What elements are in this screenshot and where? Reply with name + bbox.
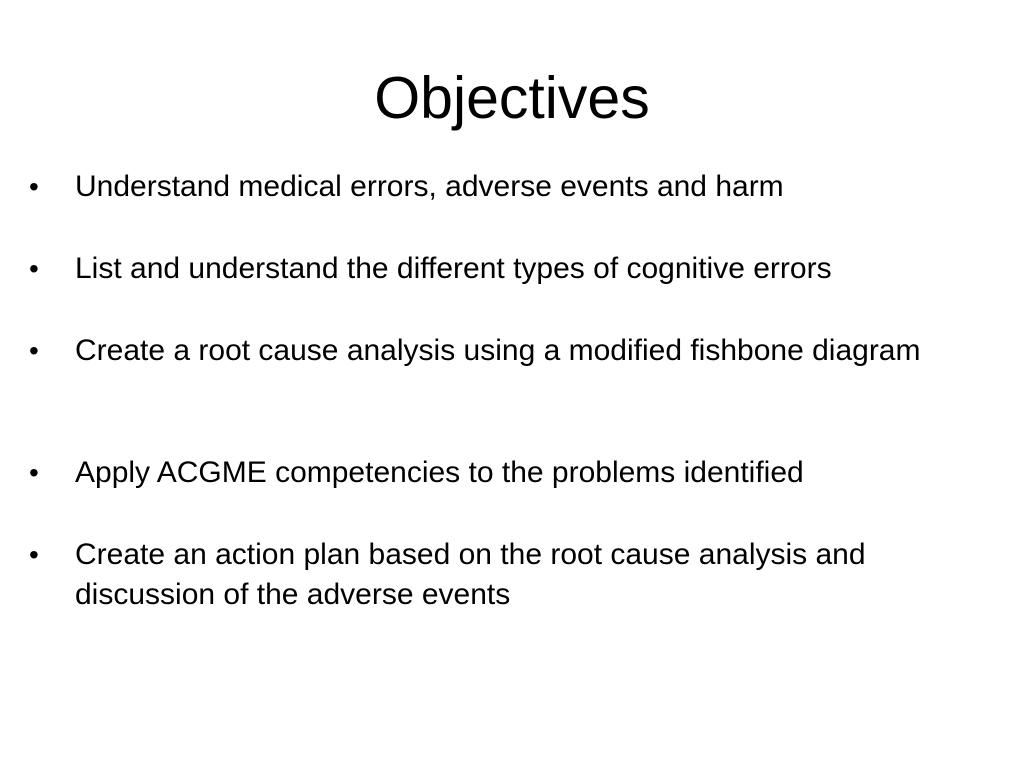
bullet-icon: • <box>29 171 39 202</box>
bullet-icon: • <box>29 253 39 284</box>
bullet-icon: • <box>29 335 39 366</box>
bullet-icon: • <box>29 457 39 488</box>
list-item-text: List and understand the different types of cognitive errors <box>75 252 832 285</box>
list-item-text: Create an action plan based on the root cause analysis and discussion of the adverse events <box>75 538 866 611</box>
bullet-icon: • <box>29 539 39 570</box>
list-item-text: Understand medical errors, adverse events and harm <box>75 170 784 203</box>
list-item-text: Apply ACGME competencies to the problems identified <box>75 456 804 489</box>
slide-title: Objectives <box>374 65 650 131</box>
list-item-text: Create a root cause analysis using a modified fishbone diagram <box>75 334 921 367</box>
